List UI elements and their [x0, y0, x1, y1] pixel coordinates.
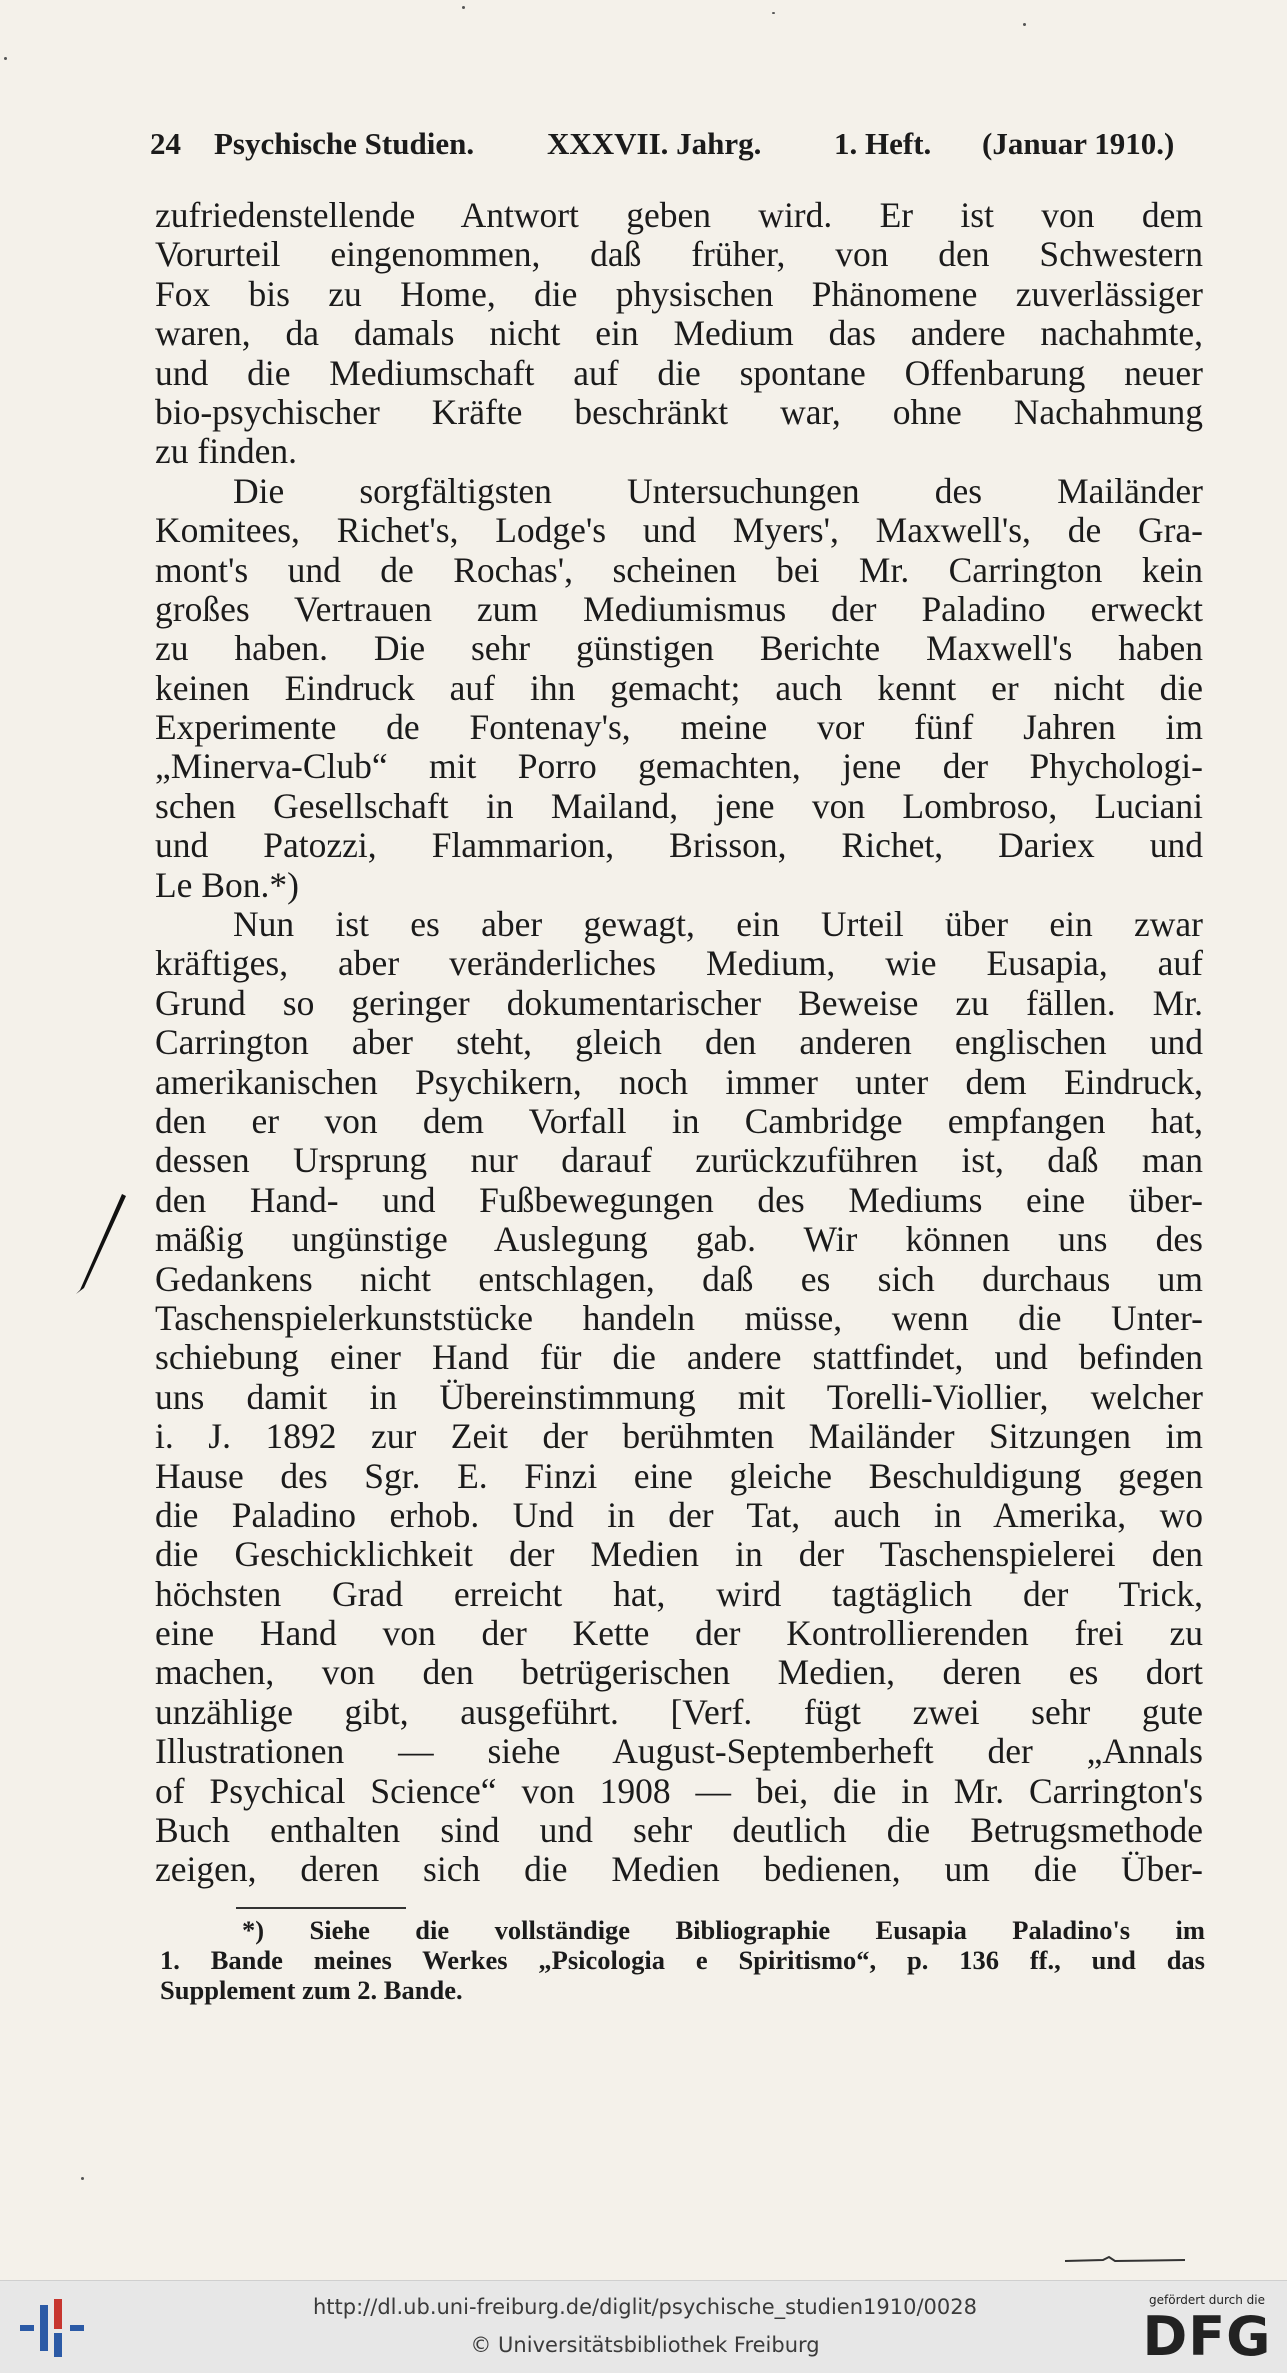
text-line: Nun ist es aber gewagt, ein Urteil über ein zwar	[233, 904, 1203, 945]
ub-freiburg-logo-icon	[18, 2295, 88, 2361]
margin-pen-stroke-icon	[70, 1190, 130, 1300]
text-line: Gedankens nicht entschlagen, daß es sich durchaus um	[155, 1258, 1203, 1299]
text-line: Taschenspielerkunststücke handeln müsse, wenn die Unter-	[155, 1297, 1203, 1338]
text-line: mont's und de Rochas', scheinen bei Mr. Carrington kein	[155, 549, 1203, 590]
library-signature-mark-icon	[1063, 2253, 1188, 2265]
text-line: Hause des Sgr. E. Finzi eine gleiche Beschuldigung gegen	[155, 1455, 1203, 1496]
issue-label: 1. Heft.	[834, 126, 932, 161]
text-line: zufriedenstellende Antwort geben wird. Er ist von dem	[155, 195, 1203, 235]
text-line: zu finden.	[155, 431, 297, 472]
text-line: höchsten Grad erreicht hat, wird tagtäglich der Trick,	[155, 1573, 1203, 1614]
footnote-line: *) Siehe die vollständige Bibliographie Eusapia Paladino's im	[242, 1915, 1205, 1945]
text-line: zu haben. Die sehr günstigen Berichte Maxwell's haben	[155, 628, 1203, 669]
footnote-line: Supplement zum 2. Bande.	[160, 1975, 463, 2005]
text-line: eine Hand von der Kette der Kontrollierenden frei zu	[155, 1613, 1203, 1654]
text-line: großes Vertrauen zum Mediumismus der Paladino erweckt	[155, 588, 1203, 629]
scan-speck	[462, 6, 465, 9]
text-line: machen, von den betrügerischen Medien, deren es dort	[155, 1652, 1203, 1693]
scan-speck	[81, 2177, 84, 2180]
viewer-footer-bar	[0, 2280, 1287, 2373]
text-line: Experimente de Fontenay's, meine vor fünf Jahren im	[155, 707, 1203, 748]
text-line: Die sorgfältigsten Untersuchungen des Mailänder	[233, 470, 1203, 511]
text-line: „Minerva-Club“ mit Porro gemachten, jene der Phychologi-	[155, 746, 1203, 787]
text-line: Le Bon.*)	[155, 864, 299, 905]
text-line: zeigen, deren sich die Medien bedienen, um die Über-	[155, 1849, 1203, 1890]
scan-speck	[1023, 23, 1026, 26]
body-text	[155, 196, 1203, 1890]
dfg-logo-icon: DFG	[1142, 2305, 1272, 2368]
text-line: waren, da damals nicht ein Medium das andere nachahmte,	[155, 313, 1203, 354]
scan-speck	[772, 12, 775, 14]
copyright-notice: © Universitätsbibliothek Freiburg	[470, 2333, 820, 2357]
text-line: und Patozzi, Flammarion, Brisson, Richet, Dariex und	[155, 825, 1203, 866]
text-line: amerikanischen Psychikern, noch immer unter dem Eindruck,	[155, 1061, 1203, 1102]
footnote	[160, 1915, 1205, 2005]
footnote-rule	[236, 1907, 406, 1909]
text-line: kräftiges, aber veränderliches Medium, wie Eusapia, auf	[155, 943, 1203, 984]
text-line: den Hand- und Fußbewegungen des Mediums eine über-	[155, 1179, 1203, 1220]
journal-title: Psychische Studien.	[214, 126, 475, 161]
text-line: of Psychical Science“ von 1908 — bei, die in Mr. Carrington's	[155, 1770, 1203, 1811]
text-line: schen Gesellschaft in Mailand, jene von Lombroso, Luciani	[155, 785, 1203, 826]
scan-speck	[4, 57, 7, 60]
text-line: Buch enthalten sind und sehr deutlich die Betrugsmethode	[155, 1810, 1203, 1851]
text-line: Vorurteil eingenommen, daß früher, von den Schwestern	[155, 234, 1203, 275]
document-url[interactable]: http://dl.ub.uni-freiburg.de/diglit/psychische_studien1910/0028	[313, 2295, 977, 2319]
text-line: Komitees, Richet's, Lodge's und Myers', Maxwell's, de Gra-	[155, 510, 1203, 551]
text-line: unzählige gibt, ausgeführt. [Verf. fügt zwei sehr gute	[155, 1691, 1203, 1732]
text-line: uns damit in Übereinstimmung mit Torelli-Viollier, welcher	[155, 1376, 1203, 1417]
volume-label: XXXVII. Jahrg.	[547, 126, 762, 161]
issue-date: (Januar 1910.)	[982, 126, 1175, 161]
text-line: i. J. 1892 zur Zeit der berühmten Mailänder Sitzungen im	[155, 1416, 1203, 1457]
text-line: dessen Ursprung nur darauf zurückzuführen ist, daß man	[155, 1140, 1203, 1181]
text-line: keinen Eindruck auf ihn gemacht; auch kennt er nicht die	[155, 667, 1203, 708]
page-number: 24	[150, 126, 181, 161]
text-line: die Paladino erhob. Und in der Tat, auch in Amerika, wo	[155, 1494, 1203, 1535]
text-line: den er von dem Vorfall in Cambridge empfangen hat,	[155, 1100, 1203, 1141]
funder-caption: gefördert durch die	[1149, 2293, 1265, 2307]
text-line: Grund so geringer dokumentarischer Beweise zu fällen. Mr.	[155, 982, 1203, 1023]
text-line: und die Mediumschaft auf die spontane Offenbarung neuer	[155, 352, 1203, 393]
text-line: Fox bis zu Home, die physischen Phänomene zuverlässiger	[155, 273, 1203, 314]
running-header	[150, 126, 1200, 176]
text-line: Carrington aber steht, gleich den anderen englischen und	[155, 1022, 1203, 1063]
text-line: Illustrationen — siehe August-Septemberheft der „Annals	[155, 1731, 1203, 1772]
text-line: mäßig ungünstige Auslegung gab. Wir können uns des	[155, 1219, 1203, 1260]
footnote-line: 1. Bande meines Werkes „Psicologia e Spiritismo“, p. 136 ff., und das	[160, 1945, 1205, 1975]
text-line: die Geschicklichkeit der Medien in der Taschenspielerei den	[155, 1534, 1203, 1575]
text-line: schiebung einer Hand für die andere stattfindet, und befinden	[155, 1337, 1203, 1378]
text-line: bio-psychischer Kräfte beschränkt war, ohne Nachahmung	[155, 391, 1203, 432]
